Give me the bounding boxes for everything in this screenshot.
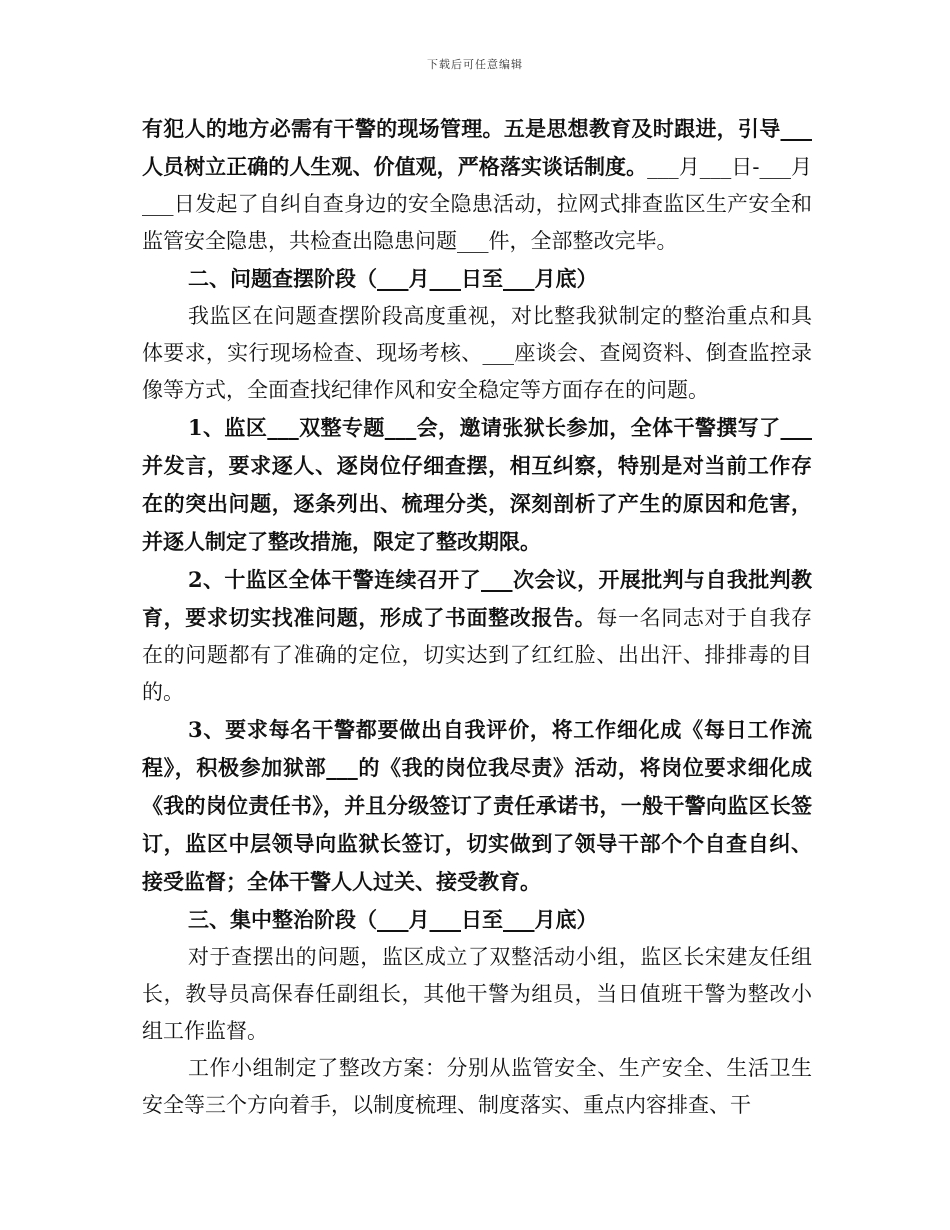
text-run: 对于查摆出的问题，监区成立了双整活动小组，监区长宋建友任组长，教导员高保春任副组长，其他干警为组员，当日值班干警为整改小组工作监督。: [142, 945, 812, 1043]
text-run: ___月___日-___月___日发起了自纠自查身边的安全隐患活动，拉网式排查监区生产安全和监管安全隐患，共检查出隐患问题___件，全部整改完毕。: [142, 155, 812, 253]
page-header: 下载后可任意编辑: [427, 58, 523, 71]
text-run: 我监区在问题查摆阶段高度重视，对比整我狱制定的整治重点和具体要求，实行现场检查、现场考核、___座谈会、查阅资料、倒查监控录像等方式，全面查找纪律作风和安全稳定等方面存在的问题。: [142, 304, 812, 402]
paragraph-8: [142, 939, 812, 1050]
paragraph-5: [142, 561, 812, 711]
text-run: 二、问题查摆阶段（___月___日至___月底）: [188, 266, 598, 291]
text-run: 三、集中整治阶段（___月___日至___月底）: [188, 907, 598, 932]
paragraph-3: [142, 298, 812, 409]
text-run: 3、要求每名干警都要做出自我评价，将工作细化成《每日工作流程》，积极参加狱部___的《我的岗位我尽责》活动，将岗位要求细化成《我的岗位责任书》，并且分级签订了责任承诺书，一般干警向监区长签订，监区中层领导向监狱长签订，切实做到了领导干部个个自查自纠、接受监督；全体干警人人过关、接受教育。: [142, 717, 812, 894]
section-heading-3: [142, 901, 812, 939]
text-run: 工作小组制定了整改方案：分别从监管安全、生产安全、生活卫生安全等三个方向着手，以制度梳理、制度落实、重点内容排查、干: [142, 1056, 812, 1117]
document-body: [142, 110, 812, 1124]
paragraph-6: [142, 711, 812, 901]
text-run: 1、监区___双整专题___会，邀请张狱长参加，全体干警撰写了___并发言，要求逐人、逐岗位仔细查摆，相互纠察，特别是对当前工作存在的突出问题，逐条列出、梳理分类，深刻剖析了产生的原因和危害，并逐人制定了整改措施，限定了整改期限。: [142, 415, 812, 554]
section-heading-2: [142, 260, 812, 298]
text-run: 每一名同志对于自我存在的问题都有了准确的定位，切实达到了红红脸、出出汗、排排毒的目的。: [142, 606, 813, 704]
paragraph-1: [142, 110, 812, 260]
text-run: 2、十监区全体干警连续召开了___次会议，开展批判与自我批判教育，要求切实找准问题，形成了书面整改报告。: [142, 567, 812, 630]
text-run: 有犯人的地方必需有干警的现场管理。五是思想教育及时跟进，引导___人员树立正确的人生观、价值观，严格落实谈话制度。: [142, 116, 812, 179]
paragraph-4: [142, 409, 812, 561]
paragraph-9: [142, 1050, 812, 1124]
